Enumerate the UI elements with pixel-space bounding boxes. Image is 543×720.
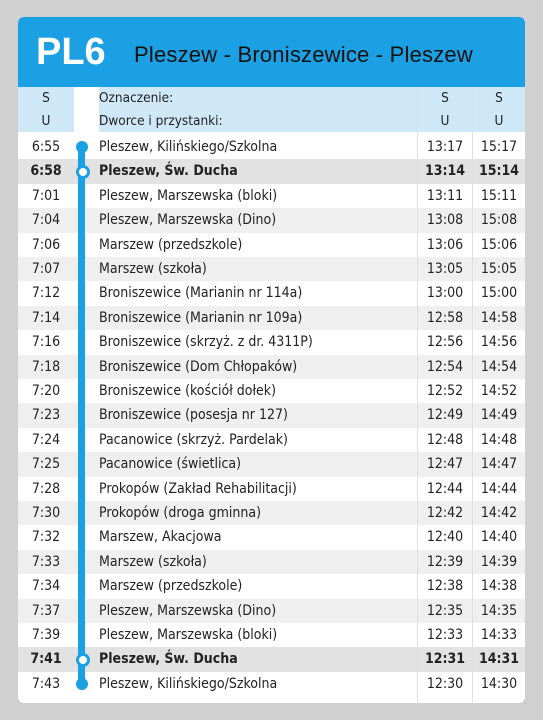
return-time-1: 13:06 xyxy=(426,236,464,253)
return-time-1: 12:38 xyxy=(426,578,464,595)
table-row xyxy=(18,208,525,232)
column-divider xyxy=(472,87,473,703)
departure-time: 7:06 xyxy=(31,236,61,253)
return-time-2: 14:40 xyxy=(480,529,518,546)
return-time-1: 12:40 xyxy=(426,529,464,546)
return-time-1: 13:11 xyxy=(426,187,464,204)
table-row xyxy=(18,184,525,208)
header-label: U xyxy=(41,112,51,129)
return-time-2: 15:14 xyxy=(478,163,520,180)
stop-name: Prokopów (Zakład Rehabilitacji) xyxy=(99,480,297,497)
table-row xyxy=(18,159,525,183)
route-code: PL6 xyxy=(36,31,106,73)
route-header xyxy=(18,17,525,87)
return-time-2: 14:38 xyxy=(480,578,518,595)
return-time-2: 14:52 xyxy=(480,383,518,399)
stop-name: Broniszewice (Dom Chłopaków) xyxy=(99,358,298,375)
header-label: S xyxy=(495,90,503,106)
return-time-1: 12:35 xyxy=(426,602,464,619)
return-time-2: 15:06 xyxy=(480,236,518,253)
return-time-1: 12:48 xyxy=(426,431,464,448)
column-header-stops xyxy=(99,87,417,132)
terminal-stop-marker xyxy=(76,141,88,153)
stop-name: Broniszewice (skrzyż. z dr. 4311P) xyxy=(99,334,313,351)
table-row xyxy=(18,647,525,671)
return-time-1: 12:58 xyxy=(426,309,464,326)
stop-name: Prokopów (droga gminna) xyxy=(99,505,261,521)
table-row xyxy=(18,574,525,598)
departure-time: 7:39 xyxy=(31,627,61,643)
stop-name: Pleszew, Kilińskiego/Szkolna xyxy=(99,675,278,692)
return-time-1: 13:05 xyxy=(426,261,464,277)
stop-name: Pacanowice (skrzyż. Pardelak) xyxy=(99,431,288,448)
route-line xyxy=(78,147,85,685)
return-time-2: 14:39 xyxy=(480,553,518,570)
return-time-2: 15:11 xyxy=(480,187,518,204)
return-time-2: 14:47 xyxy=(480,456,518,473)
timetable-card xyxy=(18,17,525,703)
table-row xyxy=(18,623,525,647)
return-time-1: 13:17 xyxy=(426,139,464,155)
header-label: U xyxy=(440,112,450,129)
departure-time: 7:18 xyxy=(31,358,61,375)
return-time-2: 14:42 xyxy=(480,505,518,521)
table-row xyxy=(18,281,525,305)
return-time-1: 12:54 xyxy=(426,358,464,375)
departure-time: 7:24 xyxy=(31,431,61,448)
header-label: S xyxy=(42,90,50,106)
table-row xyxy=(18,233,525,257)
stop-name: Broniszewice (Marianin nr 114a) xyxy=(99,285,303,302)
return-time-1: 12:31 xyxy=(424,651,466,668)
route-name: Pleszew - Broniszewice - Pleszew xyxy=(134,42,473,67)
departure-time: 7:25 xyxy=(31,456,61,473)
stop-name: Marszew (szkoła) xyxy=(99,553,207,570)
departure-time: 7:04 xyxy=(31,212,61,229)
table-row xyxy=(18,257,525,281)
return-time-2: 14:35 xyxy=(480,602,518,619)
header-label: Dworce i przystanki: xyxy=(99,112,223,129)
departure-time: 7:32 xyxy=(31,529,61,546)
stop-name: Pleszew, Marszewska (bloki) xyxy=(99,187,278,204)
table-row xyxy=(18,501,525,525)
return-time-2: 14:33 xyxy=(480,627,518,643)
return-time-1: 12:49 xyxy=(426,407,464,424)
return-time-2: 14:48 xyxy=(480,431,518,448)
return-time-1: 12:47 xyxy=(426,456,464,473)
departure-time: 7:07 xyxy=(31,261,61,277)
departure-time: 7:33 xyxy=(31,553,61,570)
departure-time: 7:34 xyxy=(31,578,61,595)
return-time-1: 12:44 xyxy=(426,480,464,497)
return-time-1: 12:39 xyxy=(426,553,464,570)
return-time-2: 14:49 xyxy=(480,407,518,424)
departure-time: 7:23 xyxy=(31,407,61,424)
header-label: U xyxy=(494,112,504,129)
stop-name: Pleszew, Marszewska (bloki) xyxy=(99,627,278,643)
return-time-2: 14:58 xyxy=(480,309,518,326)
column-header-return-1 xyxy=(418,87,472,132)
column-divider xyxy=(417,87,418,703)
stop-name: Pleszew, Św. Ducha xyxy=(99,651,238,668)
stop-name: Pleszew, Marszewska (Dino) xyxy=(99,212,277,229)
stop-name: Marszew (przedszkole) xyxy=(99,236,243,253)
departure-time: 7:16 xyxy=(31,334,61,351)
table-row xyxy=(18,306,525,330)
table-row xyxy=(18,672,525,696)
stop-name: Marszew (przedszkole) xyxy=(99,578,243,595)
stop-name: Pacanowice (świetlica) xyxy=(99,456,242,473)
departure-time: 7:20 xyxy=(31,383,61,399)
return-time-1: 12:42 xyxy=(426,505,464,521)
stop-name: Broniszewice (kościół dołek) xyxy=(99,383,277,399)
departure-time: 7:41 xyxy=(30,651,62,668)
departure-time: 7:01 xyxy=(31,187,61,204)
table-row xyxy=(18,550,525,574)
stop-name: Marszew, Akacjowa xyxy=(99,529,222,546)
departure-time: 7:30 xyxy=(31,505,61,521)
stop-name: Pleszew, Św. Ducha xyxy=(99,163,238,180)
return-time-1: 13:00 xyxy=(426,285,464,302)
table-row xyxy=(18,403,525,427)
return-time-2: 15:08 xyxy=(480,212,518,229)
major-stop-marker xyxy=(76,653,90,667)
departure-time: 7:37 xyxy=(31,602,61,619)
departure-time: 6:55 xyxy=(31,139,61,155)
stop-name: Marszew (szkoła) xyxy=(99,261,207,277)
return-time-1: 12:30 xyxy=(426,675,464,692)
stop-name: Pleszew, Marszewska (Dino) xyxy=(99,602,277,619)
table-row xyxy=(18,330,525,354)
column-header-return-2 xyxy=(473,87,525,132)
departure-time: 7:43 xyxy=(31,675,61,692)
return-time-1: 12:56 xyxy=(426,334,464,351)
table-row xyxy=(18,452,525,476)
header-label: Oznaczenie: xyxy=(99,90,174,106)
return-time-2: 14:30 xyxy=(480,675,518,692)
header-label: S xyxy=(441,90,449,106)
return-time-1: 12:33 xyxy=(426,627,464,643)
return-time-2: 14:44 xyxy=(480,480,518,497)
table-row xyxy=(18,355,525,379)
return-time-1: 13:14 xyxy=(424,163,466,180)
return-time-2: 15:17 xyxy=(480,139,518,155)
return-time-2: 15:00 xyxy=(480,285,518,302)
stop-name: Broniszewice (posesja nr 127) xyxy=(99,407,288,424)
departure-time: 7:14 xyxy=(31,309,61,326)
return-time-1: 12:52 xyxy=(426,383,464,399)
table-row xyxy=(18,477,525,501)
return-time-1: 13:08 xyxy=(426,212,464,229)
stop-name: Broniszewice (Marianin nr 109a) xyxy=(99,309,303,326)
departure-time: 6:58 xyxy=(30,163,62,180)
stop-name: Pleszew, Kilińskiego/Szkolna xyxy=(99,139,278,155)
return-time-2: 14:31 xyxy=(478,651,520,668)
departure-time: 7:12 xyxy=(31,285,61,302)
departure-time: 7:28 xyxy=(31,480,61,497)
table-row xyxy=(18,135,525,159)
return-time-2: 14:54 xyxy=(480,358,518,375)
return-time-2: 15:05 xyxy=(480,261,518,277)
table-row xyxy=(18,379,525,403)
column-header-outbound xyxy=(18,87,74,132)
table-row xyxy=(18,428,525,452)
table-row xyxy=(18,525,525,549)
table-row xyxy=(18,599,525,623)
terminal-stop-marker xyxy=(76,678,88,690)
return-time-2: 14:56 xyxy=(480,334,518,351)
major-stop-marker xyxy=(76,165,90,179)
